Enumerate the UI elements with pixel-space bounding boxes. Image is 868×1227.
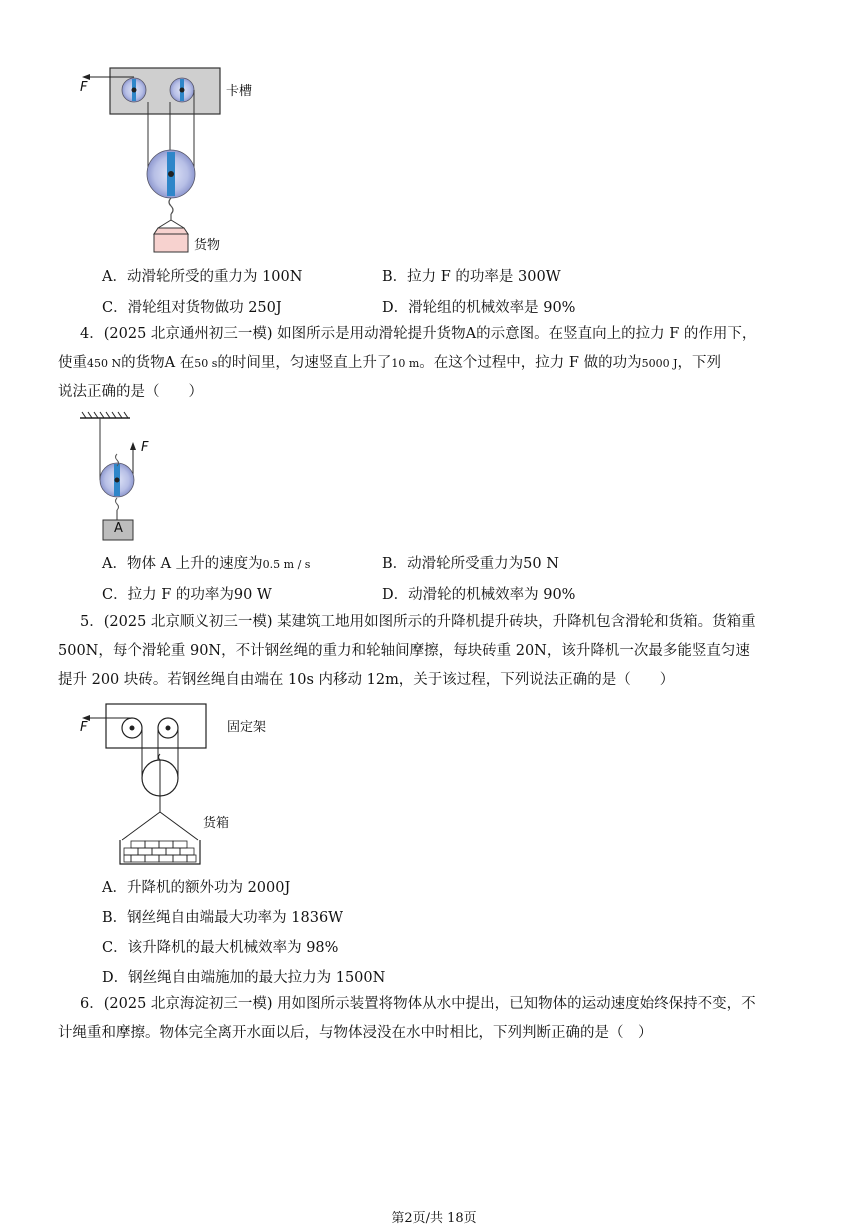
q5-line1-text: 某建筑工地用如图所示的升降机提升砖块，升降机包含滑轮和货箱。货箱重 (277, 614, 756, 630)
q4-number: 4． (80, 326, 104, 342)
question-6 (58, 990, 792, 1048)
q4-weight: 450 N (87, 357, 122, 370)
figure1-label-bottom: 货物 (194, 238, 221, 253)
figure5-label-box: 货箱 (203, 816, 230, 831)
q6-line1-text: 用如图所示装置将物体从水中提出，已知物体的运动速度始终保持不变，不 (277, 996, 756, 1012)
q4-line-3: 说法正确的是（ ） (58, 384, 203, 400)
q5-option-d: D．钢丝绳自由端施加的最大拉力为 1500N (102, 970, 386, 986)
q6-line-1 (80, 990, 792, 1019)
q5-option-c: C．该升降机的最大机械效率为 98% (102, 940, 339, 956)
q5-option-b: B．钢丝绳自由端最大功率为 1836W (102, 910, 344, 926)
q4-line2-e: ，下列 (677, 355, 721, 371)
q4-line2-c: 的时间里，匀速竖直上升了 (217, 355, 392, 371)
figure4-label-a: A (114, 521, 123, 536)
q4-option-c (102, 583, 272, 604)
q5-source: (2025 北京顺义初三一模) (103, 614, 273, 630)
q4-line2-a: 使重 (58, 355, 87, 371)
q5-option-a: A．升降机的额外功为 2000J (102, 880, 291, 896)
question-4 (58, 320, 792, 407)
q3-option-c: C．滑轮组对货物做功 250J (102, 300, 282, 316)
q4-height: 10 m (391, 357, 420, 370)
q5-line-3: 提升 200 块砖。若钢丝绳自由端在 10s 内移动 12m，关于该过程，下列说法正确的是（ ） (58, 672, 675, 688)
q6-line-2: 计绳重和摩擦。物体完全离开水面以后，与物体浸没在水中时相比，下列判断正确的是（ ） (58, 1025, 653, 1041)
q5-line-1 (80, 608, 792, 637)
figure1-label-f: F (80, 80, 88, 95)
page-footer: 第2页/共 18页 (391, 1211, 477, 1226)
figure5-label-f: F (80, 720, 88, 735)
q5-number: 5． (80, 614, 104, 630)
q6-number: 6． (80, 996, 104, 1012)
q3-option-a: A．动滑轮所受的重力为 100N (102, 269, 303, 285)
q4-source: (2025 北京通州初三一模) (103, 326, 273, 342)
q4-line2-b: 的货物A 在 (121, 355, 195, 371)
question-5 (58, 608, 792, 695)
q4-line-1 (80, 320, 792, 349)
q4-option-a-value: 0.5 m / s (262, 558, 311, 571)
q3-option-d: D．滑轮组的机械效率是 90% (382, 300, 576, 316)
q4-option-b-value: 50 N (523, 556, 559, 572)
q4-line-2 (58, 349, 792, 378)
q4-option-a-text: A．物体 A 上升的速度为 (102, 556, 263, 572)
figure1-label-top: 卡槽 (226, 84, 253, 99)
q4-line2-d: 。在这个过程中，拉力 F 做的功为 (419, 355, 642, 371)
q3-option-b: B．拉力 F 的功率是 300W (382, 269, 561, 285)
q4-work: 5000 J (641, 357, 678, 370)
q4-option-a (102, 552, 310, 573)
figure5-label-frame: 固定架 (227, 720, 267, 735)
q4-option-c-value: 90 W (233, 587, 272, 603)
q4-option-c-text: C．拉力 F 的功率为 (102, 587, 234, 603)
q4-option-d: D．动滑轮的机械效率为 90% (382, 587, 576, 603)
figure4-label-f: F (141, 440, 149, 455)
q6-source: (2025 北京海淀初三一模) (103, 996, 273, 1012)
q4-option-b (382, 552, 559, 573)
q4-option-b-text: B．动滑轮所受重力为 (382, 556, 524, 572)
q5-line-2: 500N，每个滑轮重 90N，不计钢丝绳的重力和轮轴间摩擦，每块砖重 20N，该升降机一次最多能竖直匀速 (58, 643, 750, 659)
q4-time: 50 s (194, 357, 218, 370)
q4-line1-text: 如图所示是用动滑轮提升货物A的示意图。在竖直向上的拉力 F 的作用下， (277, 326, 757, 342)
